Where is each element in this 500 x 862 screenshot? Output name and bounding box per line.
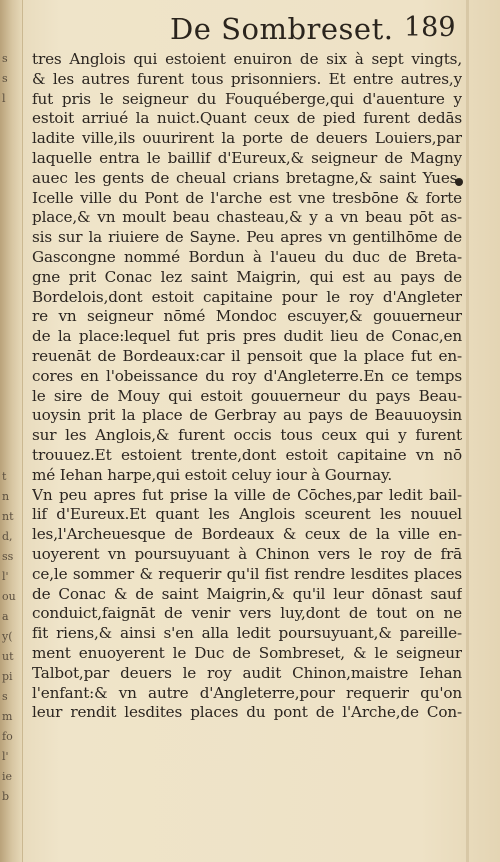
text-line: ment enuoyerent le Duc de Sombreset, & le seigneur <box>32 643 462 662</box>
margin-fragment: ie <box>2 770 13 783</box>
text-line: le sire de Mouy qui estoit gouuerneur du pays Beau- <box>32 386 462 405</box>
text-line: estoit arriué la nuict.Quant ceux de pied furent dedās <box>32 109 462 128</box>
text-line: Vn peu apres fut prise la ville de Cōches,par ledit bail- <box>32 485 462 504</box>
margin-fragment: m <box>2 710 13 723</box>
text-line: Bordelois,dont estoit capitaine pour le roy d'Angleter <box>32 287 462 306</box>
text-line: sis sur la riuiere de Sayne. Peu apres vn gentilhōme de <box>32 228 462 247</box>
text-line: tres Anglois qui estoient enuiron de six à sept vingts, <box>32 50 462 68</box>
text-line: fit riens,& ainsi s'en alla ledit poursuyuant,& pareille- <box>32 624 462 643</box>
text-line: gne prit Conac lez saint Maigrin, qui est au pays de <box>32 267 462 286</box>
margin-fragment: y( <box>2 630 13 643</box>
text-line: trouuez.Et estoient trente,dont estoit capitaine vn nō <box>32 445 462 464</box>
margin-fragment: l' <box>2 750 9 763</box>
margin-fragment: s <box>2 690 8 703</box>
margin-fragment: l' <box>2 570 9 583</box>
text-line: ce,le sommer & requerir qu'il fist rendre lesdites places <box>32 564 462 583</box>
text-line: conduict,faignāt de venir vers luy,dont de tout on ne <box>32 604 462 623</box>
margin-fragment: ou <box>2 590 16 603</box>
text-line: uoyerent vn poursuyuant à Chinon vers le roy de frā <box>32 544 462 563</box>
running-header: De Sombreset. <box>170 12 394 46</box>
text-line: leur rendit lesdites places du pont de l'Arche,de Con- <box>32 703 462 722</box>
margin-fragment: s <box>2 52 8 65</box>
text-line: uoysin prit la place de Gerbray au pays de Beauuoysin <box>32 406 462 425</box>
margin-fragment: b <box>2 790 10 803</box>
margin-fragment: ut <box>2 650 14 663</box>
page-number: 189 <box>404 12 456 43</box>
facing-page-edge <box>0 0 23 862</box>
text-line: laquelle entra le baillif d'Eureux,& seigneur de Magny <box>32 148 462 167</box>
margin-fragment: t <box>2 470 7 483</box>
page-edge-shadow <box>466 0 469 862</box>
text-line: & les autres furent tous prisonniers. Et entre autres,y <box>32 69 462 88</box>
text-line: de Conac & de saint Maigrin,& qu'il leur dōnast sauf <box>32 584 462 603</box>
text-line: Gascongne nommé Bordun à l'aueu du duc de Breta- <box>32 247 462 266</box>
margin-fragment: a <box>2 610 9 623</box>
margin-fragment: nt <box>2 510 14 523</box>
body-text <box>32 50 462 723</box>
text-line: sur les Anglois,& furent occis tous ceux qui y furent <box>32 426 462 445</box>
text-line: fut pris le seigneur du Fouquéberge,qui d'auenture y <box>32 89 462 108</box>
text-line: auec les gents de cheual crians bretagne,& saint Yues. <box>32 168 462 187</box>
text-line: re vn seigneur nōmé Mondoc escuyer,& gouuerneur <box>32 307 462 326</box>
margin-fragment: d, <box>2 530 13 543</box>
text-line: place,& vn moult beau chasteau,& y a vn beau pōt as- <box>32 208 462 227</box>
text-line: Talbot,par deuers le roy audit Chinon,maistre Iehan <box>32 663 462 682</box>
text-line: de la place:lequel fut pris pres dudit lieu de Conac,en <box>32 327 462 346</box>
margin-fragment: ss <box>2 550 14 563</box>
text-line: les,l'Archeuesque de Bordeaux & ceux de la ville en- <box>32 525 462 544</box>
margin-fragment: l <box>2 92 6 105</box>
margin-fragment: n <box>2 490 10 503</box>
text-line: reuenāt de Bordeaux:car il pensoit que la place fut en- <box>32 346 462 365</box>
text-line: lif d'Eureux.Et quant les Anglois sceurent les nouuel <box>32 505 462 524</box>
margin-fragment: s <box>2 72 8 85</box>
text-line: Icelle ville du Pont de l'arche est vne tresbōne & forte <box>32 188 462 207</box>
text-line: l'enfant:& vn autre d'Angleterre,pour requerir qu'on <box>32 683 462 702</box>
text-line: mé Iehan harpe,qui estoit celuy iour à Gournay. <box>32 465 393 484</box>
text-line: cores en l'obeissance du roy d'Angleterre.En ce temps <box>32 366 462 385</box>
margin-fragment: pi <box>2 670 13 683</box>
text-line: ladite ville,ils ouurirent la porte de deuers Louiers,par <box>32 129 462 148</box>
margin-fragment: fo <box>2 730 13 743</box>
